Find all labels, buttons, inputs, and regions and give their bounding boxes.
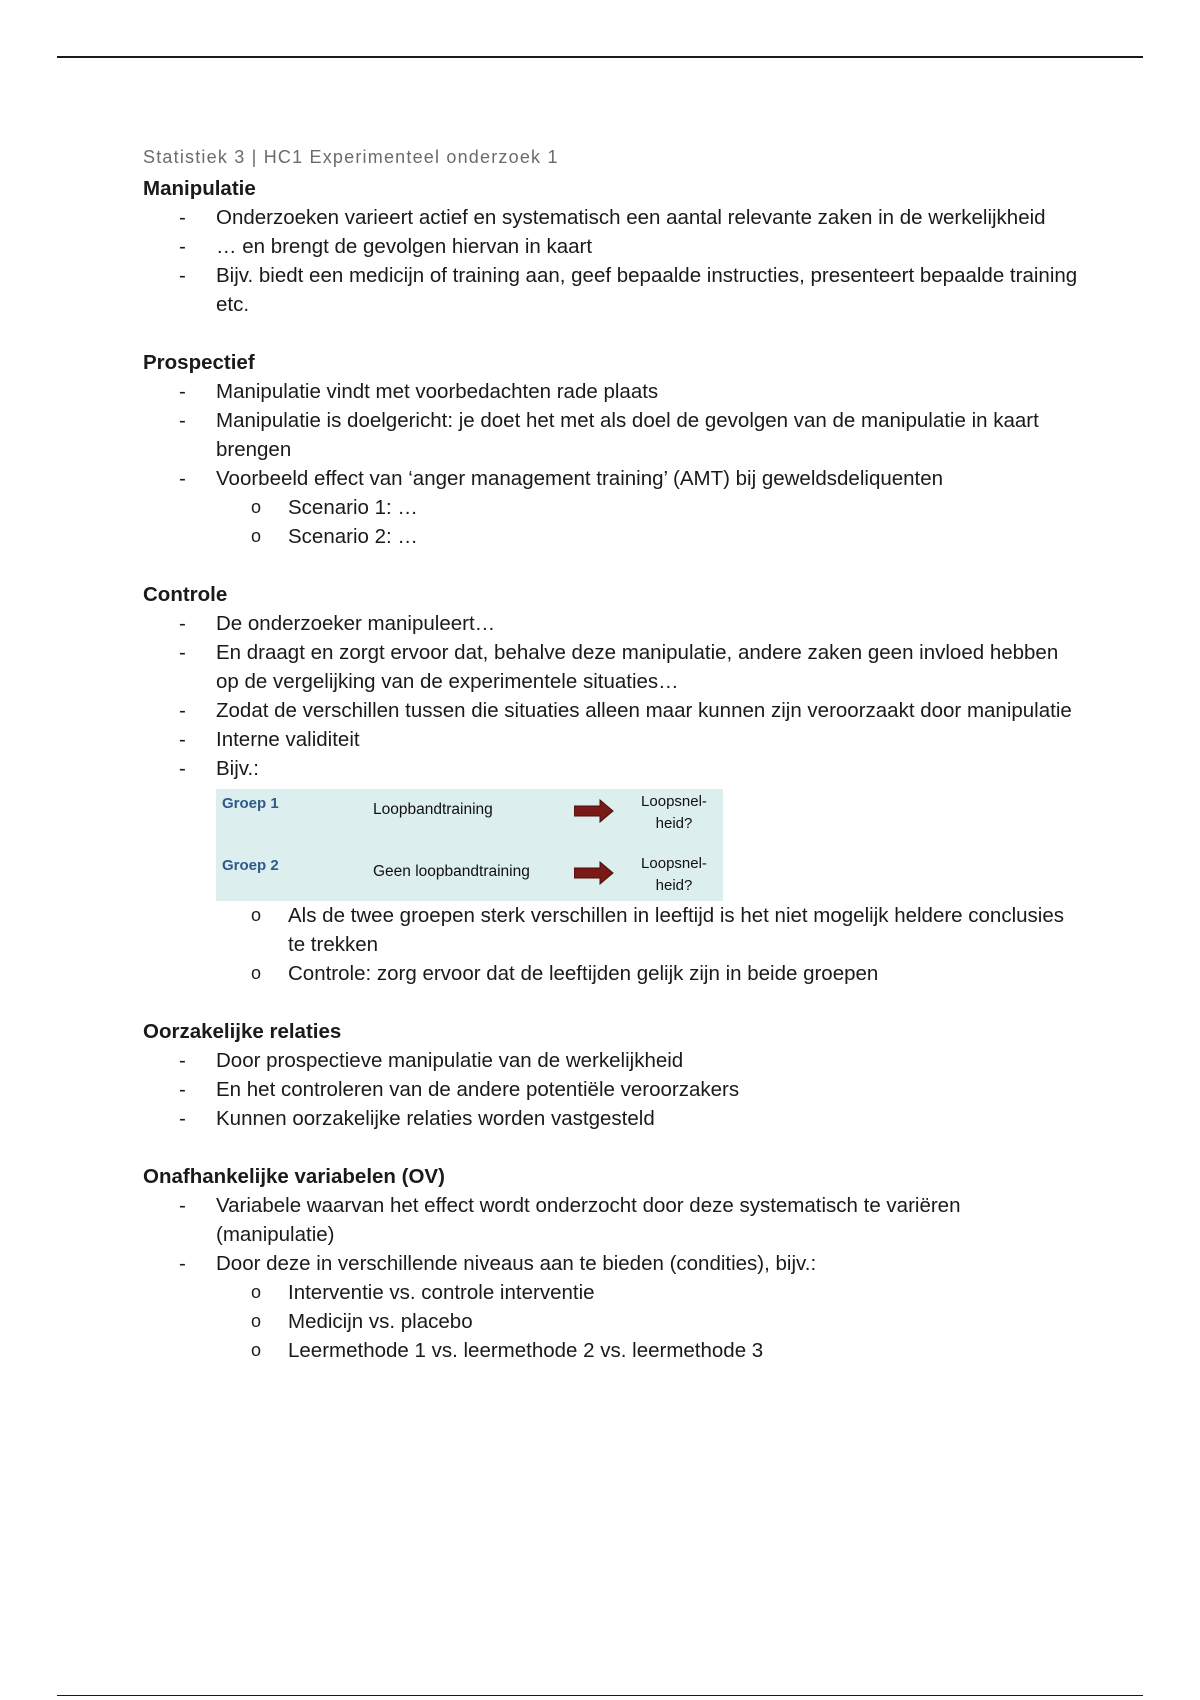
section-oorzakelijke-relaties [143,1017,1083,1133]
sub-list-item-text: Als de twee groepen sterk verschillen in leeftijd is het niet mogelijk heldere conclusies te trekken [288,904,1064,956]
section-prospectief [143,348,1083,551]
list-item [143,377,1083,406]
dash-bullet: - [179,1194,186,1217]
sub-list-item-text: Controle: zorg ervoor dat de leeftijden gelijk zijn in beide groepen [288,962,879,985]
sub-list-item [143,1336,1083,1365]
outcome-line: Loopsnel- [641,855,707,872]
dash-bullet: - [179,1049,186,1072]
circle-bullet: o [251,526,262,546]
sub-list-item-text: Leermethode 1 vs. leermethode 2 vs. leermethode 3 [288,1339,764,1362]
list-item-text: Kunnen oorzakelijke relaties worden vastgesteld [216,1107,655,1130]
list-item-text: En draagt en zorgt ervoor dat, behalve deze manipulatie, andere zaken geen invloed hebben op de vergelijking van de experimentele situaties… [216,641,1059,693]
circle-bullet: o [251,905,262,925]
list-item-text: Onderzoeken varieert actief en systematisch een aantal relevante zaken in de werkelijkheid [216,206,1046,229]
list-item [143,696,1083,725]
bullet-list [143,1046,1083,1133]
section-heading: Oorzakelijke relaties [143,1020,342,1043]
dash-bullet: - [179,380,186,403]
circle-bullet: o [251,963,262,983]
outcome-line: heid? [655,877,693,894]
bullet-list [143,1191,1083,1278]
list-item [143,1191,1083,1249]
list-item-text: Bijv. biedt een medicijn of training aan, geef bepaalde instructies, presenteert bepaalde training etc. [216,264,1078,316]
experiment-design-figure [216,789,723,901]
sub-list-item-text: Interventie vs. controle interventie [288,1281,595,1304]
sub-list-item-text: Medicijn vs. placebo [288,1310,473,1333]
list-item [143,1046,1083,1075]
top-rule [57,56,1143,58]
dash-bullet: - [179,409,186,432]
section-heading: Manipulatie [143,177,256,200]
list-item-text: Manipulatie is doelgericht: je doet het met als doel de gevolgen van de manipulatie in kaart brengen [216,409,1039,461]
dash-bullet: - [179,206,186,229]
list-item [143,638,1083,696]
section-onafhankelijke-variabelen [143,1162,1083,1365]
figure-row-group-1 [216,791,723,839]
outcome-line: heid? [655,815,693,832]
circle-bullet: o [251,1282,262,1302]
dash-bullet: - [179,467,186,490]
list-item [143,1249,1083,1278]
outcome-label [628,791,720,835]
document-body [143,142,1083,1394]
outcome-line: Loopsnel- [641,793,707,810]
sub-bullet-list [143,1278,1083,1365]
list-item [143,754,1083,783]
dash-bullet: - [179,235,186,258]
sub-bullet-list [143,493,1083,551]
arrow-shape [574,800,613,822]
list-item [143,1104,1083,1133]
list-item-text: … en brengt de gevolgen hiervan in kaart [216,235,593,258]
document-header: Statistiek 3 | HC1 Experimenteel onderzoek 1 [143,147,559,167]
bullet-list [143,609,1083,783]
list-item-text: De onderzoeker manipuleert… [216,612,496,635]
sub-list-item [143,493,1083,522]
list-item [143,464,1083,493]
dash-bullet: - [179,1252,186,1275]
sub-bullet-list [143,901,1083,988]
dash-bullet: - [179,699,186,722]
arrow-shape [574,862,613,884]
list-item-text: Door deze in verschillende niveaus aan te bieden (condities), bijv.: [216,1252,817,1275]
dash-bullet: - [179,612,186,635]
condition-label: Geen loopbandtraining [373,863,530,880]
sub-list-item [143,1278,1083,1307]
circle-bullet: o [251,1311,262,1331]
section-heading: Controle [143,583,228,606]
section-heading: Prospectief [143,351,255,374]
list-item [143,609,1083,638]
list-item-text: Manipulatie vindt met voorbedachten rade plaats [216,380,659,403]
bullet-list [143,203,1083,319]
list-item [143,203,1083,232]
figure-row-group-2 [216,853,723,901]
list-item [143,725,1083,754]
list-item [143,232,1083,261]
arrow-right-icon [574,799,614,823]
condition-label: Loopbandtraining [373,801,493,818]
bottom-rule [57,1695,1143,1696]
sub-list-item-text: Scenario 1: … [288,496,418,519]
group-label: Groep 2 [222,857,279,874]
list-item [143,406,1083,464]
dash-bullet: - [179,264,186,287]
section-controle [143,580,1083,988]
dash-bullet: - [179,757,186,780]
sub-list-item [143,901,1083,959]
dash-bullet: - [179,1078,186,1101]
dash-bullet: - [179,728,186,751]
circle-bullet: o [251,1340,262,1360]
group-label: Groep 1 [222,795,279,812]
section-manipulatie [143,174,1083,319]
list-item-text: Bijv.: [216,757,259,780]
list-item-text: Zodat de verschillen tussen die situaties alleen maar kunnen zijn veroorzaakt door manipulatie [216,699,1072,722]
dash-bullet: - [179,641,186,664]
sub-list-item [143,959,1083,988]
sub-list-item-text: Scenario 2: … [288,525,418,548]
list-item-text: En het controleren van de andere potentiële veroorzakers [216,1078,740,1101]
sub-list-item [143,522,1083,551]
bullet-list [143,377,1083,493]
circle-bullet: o [251,497,262,517]
section-heading: Onafhankelijke variabelen (OV) [143,1165,445,1188]
outcome-label [628,853,720,897]
arrow-right-icon [574,861,614,885]
list-item-text: Door prospectieve manipulatie van de werkelijkheid [216,1049,684,1072]
sub-list-item [143,1307,1083,1336]
list-item [143,261,1083,319]
list-item-text: Interne validiteit [216,728,360,751]
dash-bullet: - [179,1107,186,1130]
list-item-text: Voorbeeld effect van ‘anger management training’ (AMT) bij geweldsdeliquenten [216,467,944,490]
list-item-text: Variabele waarvan het effect wordt onderzocht door deze systematisch te variëren (manipulatie) [216,1194,961,1246]
list-item [143,1075,1083,1104]
